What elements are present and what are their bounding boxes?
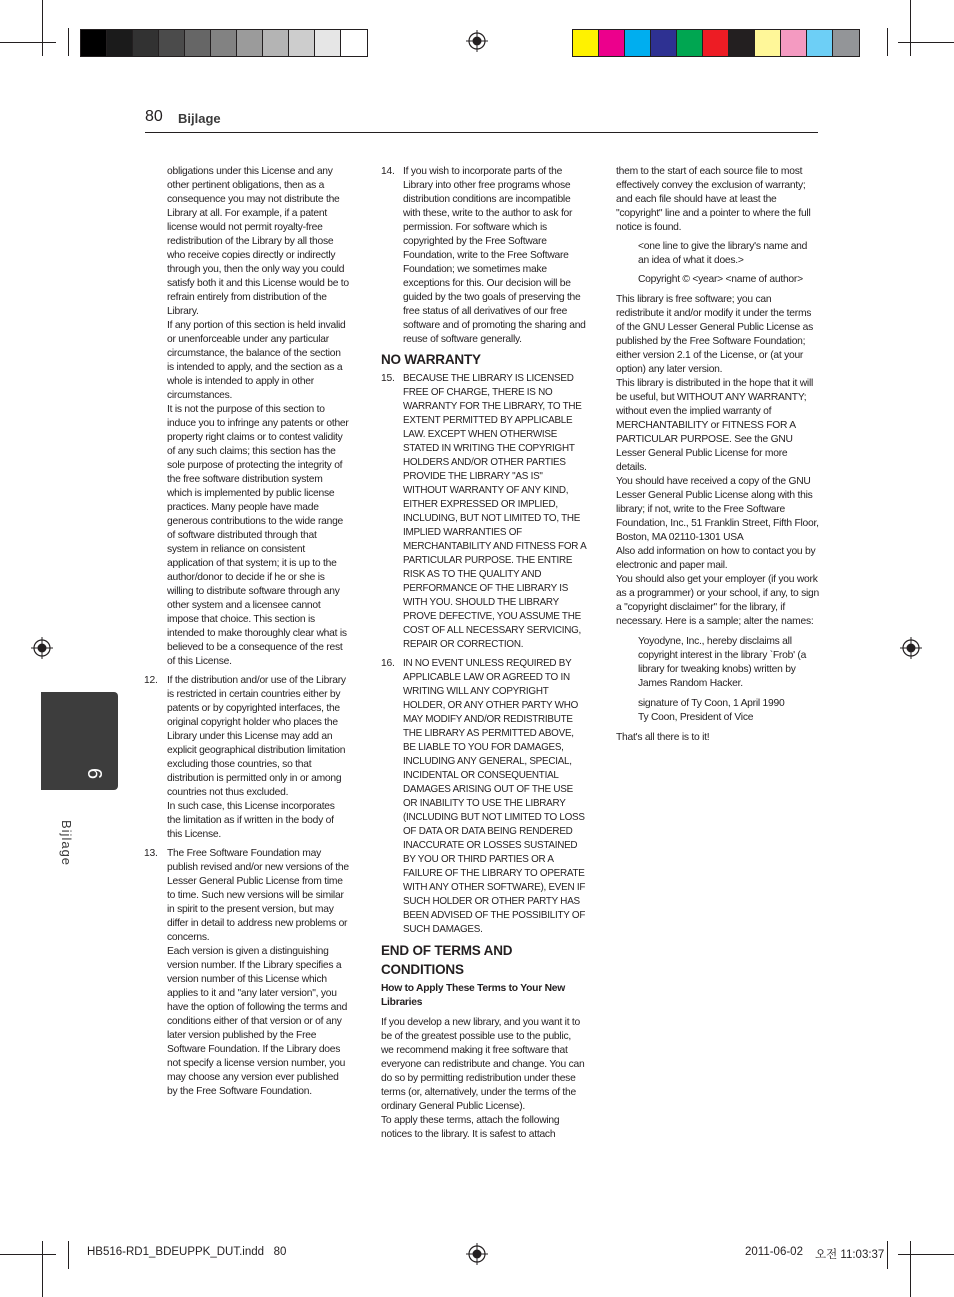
crop-mark: [898, 1254, 954, 1255]
crop-mark: [42, 1241, 43, 1297]
color-swatch: [833, 30, 859, 56]
crop-mark: [42, 0, 43, 56]
paragraph: The Free Software Foundation may publish revised and/or new versions of the Lesser General Public License from time to time. Such new versions will be similar in spirit to the present version, but may differ in detail to address new problems or concerns.: [167, 848, 349, 943]
paragraph: This library is free software; you can redistribute it and/or modify it under the terms of the GNU Lesser General Public License as published by the Free Software Foundation; either version 2.1 of the License, or (at your option) any later version.: [616, 294, 814, 375]
color-swatch: [677, 30, 703, 56]
color-swatch: [81, 30, 107, 56]
crop-mark: [0, 42, 56, 43]
section-title: Bijlage: [178, 111, 221, 126]
color-swatch: [211, 30, 237, 56]
color-swatch: [625, 30, 651, 56]
quote: signature of Ty Coon, 1 April 1990: [638, 698, 785, 709]
column-3: [616, 165, 820, 745]
paragraph: You should also get your employer (if you work as a programmer) or your school, if any, to sign a "copyright disclaimer" for the library, if necessary. Here is a sample; alter the names:: [616, 574, 819, 627]
paragraph: This library is distributed in the hope that it will be useful, but WITHOUT ANY WARRANTY; without even the implied warranty of MERCHANTABILITY or FITNESS FOR A PARTICULAR PURPOSE. See the GNU Lesser General Public License for more details.: [616, 378, 814, 473]
crop-mark: [68, 28, 69, 56]
paragraph: You should have received a copy of the GNU Lesser General Public License along with this library; if not, write to the Free Software Foundation, Inc., 51 Franklin Street, Fifth Floor, Boston, MA 02110-1301 USA: [616, 476, 819, 543]
color-swatch: [315, 30, 341, 56]
process-color-bar: [572, 29, 860, 57]
paragraph: To apply these terms, attach the following notices to the library. It is safest to attach: [381, 1115, 560, 1140]
chapter-number: 6: [83, 767, 106, 780]
color-swatch: [755, 30, 781, 56]
column-2: [381, 165, 586, 1142]
crop-mark: [887, 28, 888, 56]
crop-mark: [887, 1241, 888, 1269]
color-swatch: [107, 30, 133, 56]
paragraph: It is not the purpose of this section to induce you to infringe any patents or other property right claims or to contest validity of any such claims; this section has the sole purpose of protecting the integrity of the free software distribution system which is implemented by public license practices. Many people have made generous contributions to the wide range of software distributed through that system in reliance on consistent application of that system; it is up to the author/donor to decide if he or she is willing to distribute software through any other system and a licensee cannot impose that choice. This section is intended to make thoroughly clear what is believed to be a consequence of the rest of this License.: [167, 404, 349, 667]
color-swatch: [237, 30, 263, 56]
paragraph: If the distribution and/or use of the Library is restricted in certain countries either by patents or by copyrighted interfaces, the original copyright holder who places the Library under this License may add an explicit geographical distribution limitation excluding those countries, so that distribution is permitted only in or among countries not thus excluded.: [167, 675, 346, 798]
footer-date: 2011-06-02: [745, 1246, 803, 1258]
item-number: 13.: [144, 848, 158, 859]
section-heading: END OF TERMS AND CONDITIONS: [381, 943, 513, 977]
page-number: 80: [145, 108, 163, 125]
color-swatch: [599, 30, 625, 56]
color-swatch: [133, 30, 159, 56]
color-swatch: [289, 30, 315, 56]
paragraph: Also add information on how to contact you by electronic and paper mail.: [616, 546, 816, 571]
list-item: [144, 847, 350, 1099]
registration-mark-icon: [466, 1243, 488, 1265]
paragraph: Each version is given a distinguishing version number. If the Library specifies a version number of this License which applies to it and "any later version", you have the option of following the terms and conditions either of that version or of any later version published by the Free Software Foundation. If the Library does not specify a license version number, you may choose any version ever published by the Free Software Foundation.: [167, 946, 348, 1097]
sub-heading: How to Apply These Terms to Your New Libraries: [381, 983, 565, 1008]
grayscale-color-bar: [80, 29, 368, 57]
color-swatch: [263, 30, 289, 56]
paragraph: If any portion of this section is held invalid or unenforceable under any particular circumstance, the balance of the section is intended to apply, and the section as a whole is intended to apply in other circumstances.: [167, 320, 346, 401]
crop-mark: [898, 42, 954, 43]
list-item: [381, 372, 586, 652]
chapter-tab: [41, 692, 118, 790]
paragraph: If you wish to incorporate parts of the Library into other free programs whose distribution conditions are incompatible with these, write to the author to ask for permission. For software which is copyrighted by the Free Software Foundation, write to the Free Software Foundation; we sometimes make exceptions for this. Our decision will be guided by the two goals of preserving the free status of all derivatives of our free software and of promoting the sharing and reuse of software generally.: [403, 166, 586, 345]
paragraph: If you develop a new library, and you want it to be of the greatest possible use to the public, we recommend making it free software that everyone can redistribute and change. You can do so by permitting redistribution under these terms (or, alternatively, under the terms of the ordinary General Public License).: [381, 1017, 585, 1112]
color-swatch: [729, 30, 755, 56]
paragraph: That's all there is to it!: [616, 732, 710, 743]
registration-mark-icon: [900, 637, 922, 659]
crop-mark: [68, 1241, 69, 1269]
list-item: [144, 674, 350, 842]
item-number: 16.: [381, 658, 395, 669]
paragraph: In such case, this License incorporates the limitation as if written in the body of this License.: [167, 801, 335, 840]
paragraph: them to the start of each source file to most effectively convey the exclusion of warranty; and each file should have at least the "copyright" line and a pointer to where the full notice is found.: [616, 166, 811, 233]
registration-mark-icon: [31, 637, 53, 659]
color-swatch: [703, 30, 729, 56]
list-item: [381, 657, 586, 937]
quote: Yoyodyne, Inc., hereby disclaims all copyright interest in the library `Frob' (a library for tweaking knobs) written by James Random Hacker.: [638, 636, 807, 689]
item-number: 15.: [381, 373, 395, 384]
crop-mark: [910, 1241, 911, 1297]
quote: Copyright © <year> <name of author>: [638, 274, 803, 285]
color-swatch: [185, 30, 211, 56]
color-swatch: [159, 30, 185, 56]
paragraph: obligations under this License and any other pertinent obligations, then as a consequence you may not distribute the Library at all. For example, if a patent license would not permit royalty-free redistribution of the Library by all those who receive copies directly or indirectly through you, then the only way you could satisfy both it and this License would be to refrain entirely from distribution of the Library.: [167, 166, 349, 317]
paragraph: IN NO EVENT UNLESS REQUIRED BY APPLICABLE LAW OR AGREED TO IN WRITING WILL ANY COPYRIGHT HOLDER, OR ANY OTHER PARTY WHO MAY MODIFY AND/OR REDISTRIBUTE THE LIBRARY AS PERMITTED ABOVE, BE LIABLE TO YOU FOR DAMAGES, INCLUDING ANY GENERAL, SPECIAL, INCIDENTAL OR CONSEQUENTIAL DAMAGES ARISING OUT OF THE USE OR INABILITY TO USE THE LIBRARY (INCLUDING BUT NOT LIMITED TO LOSS OF DATA OR DATA BEING RENDERED INACCURATE OR LOSSES SUSTAINED BY YOU OR THIRD PARTIES OR A FAILURE OF THE LIBRARY TO OPERATE WITH ANY OTHER SOFTWARE), EVEN IF SUCH HOLDER OR OTHER PARTY HAS BEEN ADVISED OF THE POSSIBILITY OF SUCH DAMAGES.: [403, 658, 586, 935]
section-heading: NO WARRANTY: [381, 352, 481, 367]
footer-time: 오전 11:03:37: [815, 1249, 885, 1261]
registration-mark-icon: [466, 30, 488, 52]
column-1: [144, 165, 350, 1099]
color-swatch: [781, 30, 807, 56]
chapter-label: Bijlage: [59, 820, 74, 867]
item-number: 14.: [381, 166, 395, 177]
color-swatch: [651, 30, 677, 56]
list-item: [381, 165, 586, 347]
color-swatch: [573, 30, 599, 56]
color-swatch: [341, 30, 367, 56]
item-number: 12.: [144, 675, 158, 686]
crop-mark: [910, 0, 911, 56]
footer-filename: HB516-RD1_BDEUPPK_DUT.indd 80: [87, 1246, 287, 1258]
color-swatch: [807, 30, 833, 56]
quote: Ty Coon, President of Vice: [638, 712, 754, 723]
quote: <one line to give the library's name and an idea of what it does.>: [638, 241, 808, 266]
paragraph: BECAUSE THE LIBRARY IS LICENSED FREE OF CHARGE, THERE IS NO WARRANTY FOR THE LIBRARY, TO THE EXTENT PERMITTED BY APPLICABLE LAW. EXCEPT WHEN OTHERWISE STATED IN WRITING THE COPYRIGHT HOLDERS AND/OR OTHER PARTIES PROVIDE THE LIBRARY "AS IS" WITHOUT WARRANTY OF ANY KIND, EITHER EXPRESSED OR IMPLIED, INCLUDING, BUT NOT LIMITED TO, THE IMPLIED WARRANTIES OF MERCHANTABILITY AND FITNESS FOR A PARTICULAR PURPOSE. THE ENTIRE RISK AS TO THE QUALITY AND PERFORMANCE OF THE LIBRARY IS WITH YOU. SHOULD THE LIBRARY PROVE DEFECTIVE, YOU ASSUME THE COST OF ALL NECESSARY SERVICING, REPAIR OR CORRECTION.: [403, 373, 586, 650]
crop-mark: [0, 1254, 56, 1255]
header-rule: [145, 132, 818, 133]
